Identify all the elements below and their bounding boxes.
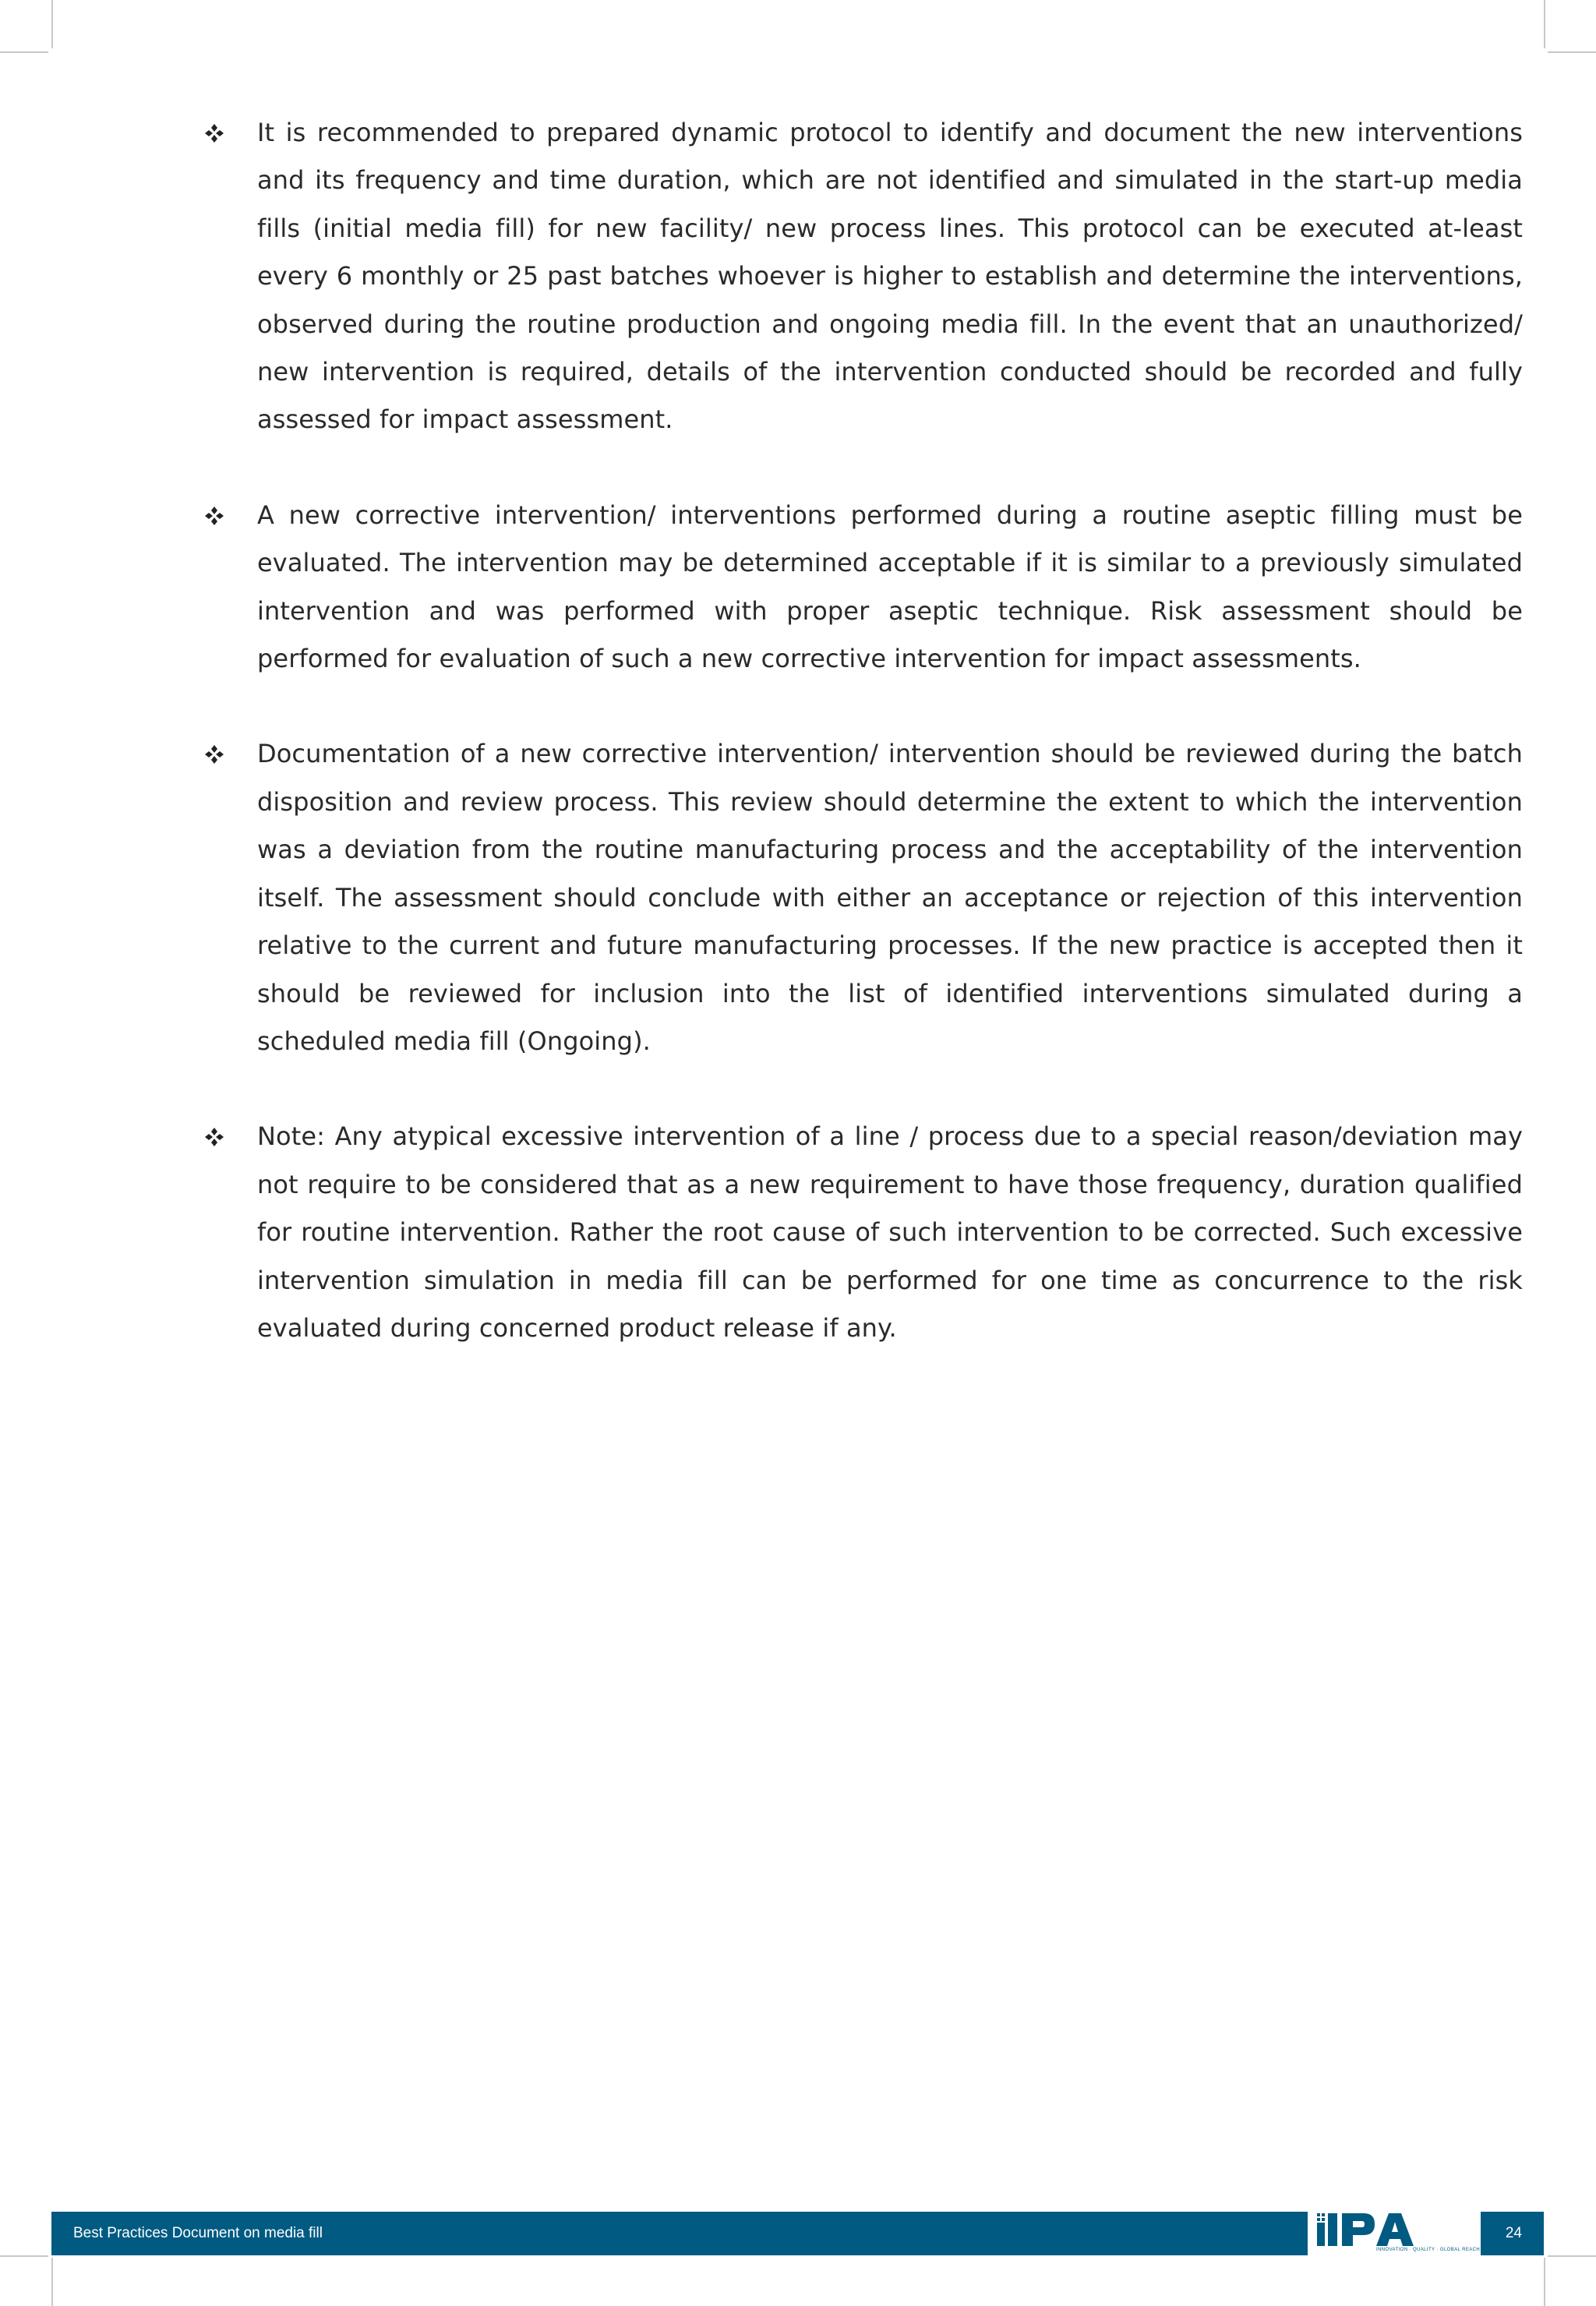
crop-mark-bottom-right-v — [1544, 2258, 1545, 2306]
ipa-logo — [1308, 2209, 1481, 2260]
crop-mark-bottom-left-h — [0, 2255, 48, 2257]
list-item — [204, 1113, 1523, 1352]
page-number: 24 — [1505, 2225, 1522, 2241]
list-item-text: A new corrective intervention/ interventions performed during a routine aseptic filling must be evaluated. The intervention may be determined acceptable if it is similar to a previously simulated intervention and was performed with proper aseptic technique. Risk assessment should be performed for evaluation of such a new corrective intervention for impact assessments. — [257, 500, 1523, 674]
crop-mark-top-left-h — [0, 51, 48, 53]
crop-mark-bottom-right-h — [1548, 2255, 1596, 2257]
logo-tagline: INNOVATION · QUALITY · GLOBAL REACH — [1376, 2248, 1481, 2252]
crop-mark-bottom-left-v — [51, 2258, 53, 2306]
four-diamond-bullet-icon — [204, 744, 224, 765]
list-item-text: It is recommended to prepared dynamic protocol to identify and document the new interventions and its frequency and time duration, which are not identified and simulated in the start-up media fills (initial media fill) for new facility/ new process lines. This protocol can be executed at-least every 6 monthly or 25 past batches whoever is higher to establish and determine the interventions, observed during the routine production and ongoing media fill. In the event that an unauthorized/ new intervention is required, details of the intervention conducted should be recorded and fully assessed for impact assessment. — [257, 118, 1523, 435]
list-item-text: Documentation of a new corrective intervention/ intervention should be reviewed during the batch disposition and review process. This review should determine the extent to which the intervention was a deviation from the routine manufacturing process and the acceptability of the intervention itself. The assessment should conclude with either an acceptance or rejection of this intervention relative to the current and future manufacturing processes. If the new practice is accepted then it should be reviewed for inclusion into the list of identified interventions simulated during a scheduled media fill (Ongoing). — [257, 739, 1523, 1056]
crop-mark-top-right-v — [1544, 0, 1545, 48]
document-body — [204, 109, 1523, 1400]
ipa-logo-icon — [1317, 2210, 1473, 2249]
footer-bar — [51, 2212, 1544, 2255]
list-item — [204, 109, 1523, 444]
four-diamond-bullet-icon — [204, 506, 224, 526]
list-item-text: Note: Any atypical excessive intervention of a line / process due to a special reason/deviation may not require to be considered that as a new requirement to have those frequency, duration qualified for routine intervention. Rather the root cause of such intervention to be corrected. Such excessive intervention simulation in media fill can be performed for one time as concurrence to the risk evaluated during concerned product release if any. — [257, 1121, 1523, 1343]
four-diamond-bullet-icon — [204, 123, 224, 143]
footer-document-title: Best Practices Document on media fill — [73, 2225, 323, 2241]
crop-mark-top-right-h — [1548, 51, 1596, 53]
crop-mark-top-left-v — [51, 0, 53, 48]
list-item — [204, 492, 1523, 683]
list-item — [204, 730, 1523, 1065]
four-diamond-bullet-icon — [204, 1127, 224, 1147]
